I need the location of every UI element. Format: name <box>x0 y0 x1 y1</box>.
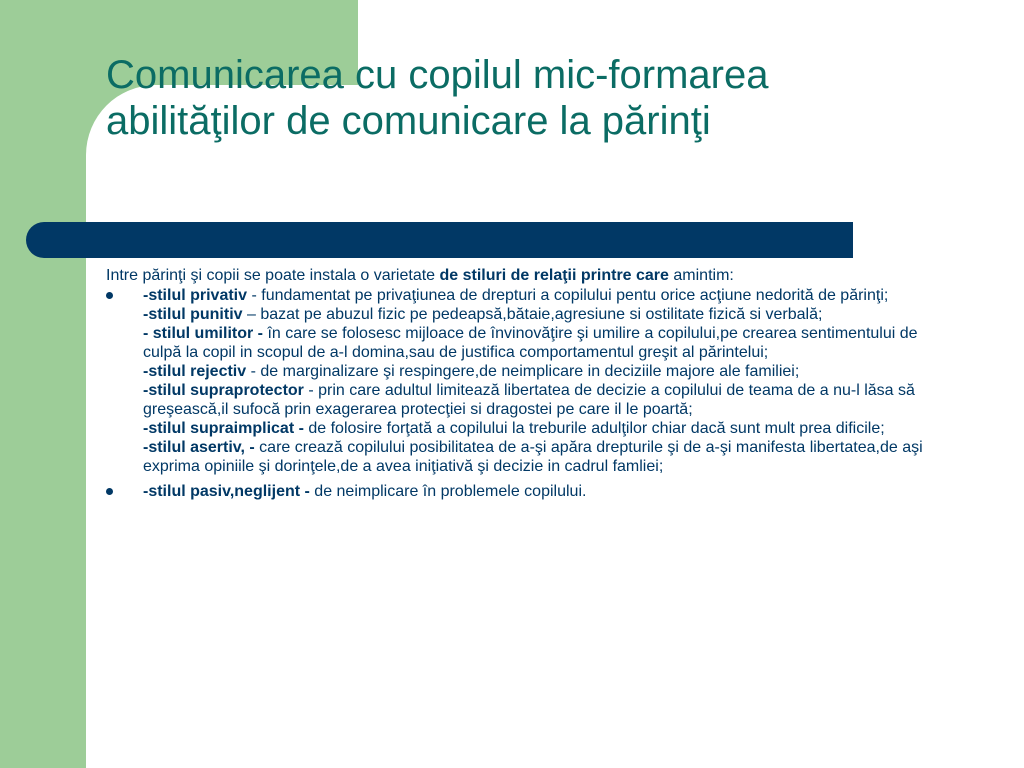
intro-suffix: amintim: <box>668 267 734 284</box>
left-green-bar <box>0 0 86 768</box>
style-term: -stilul asertiv, - <box>143 439 255 456</box>
bullet-item-pasiv <box>106 482 946 501</box>
slide-body <box>106 266 946 507</box>
style-description: – bazat pe abuzul fizic pe pedeapsă,bătaie,agresiune si ostilitate fizică si verbală; <box>242 306 823 323</box>
style-umilitor <box>143 324 946 362</box>
intro-paragraph <box>106 266 946 285</box>
style-punitiv <box>143 305 946 324</box>
style-description: - de marginalizare şi respingere,de neimplicare in deciziile majore ale familiei; <box>246 363 800 380</box>
style-description: - prin care adultul limitează libertatea de decizie a copilului de teama de a nu-l lăsa să greşească,il sufocă prin exagerarea protecţiei si dragostei pe care il le poartă; <box>143 382 915 418</box>
bullet-item-styles <box>106 286 946 476</box>
slide-title <box>106 52 986 144</box>
style-description: de folosire forţată a copilului la treburile adulţilor chiar dacă sunt mult prea dificile; <box>303 420 885 437</box>
style-description: - fundamentat pe privaţiunea de drepturi a copilului pentu orice acţiune nedorită de părinţi; <box>247 287 889 304</box>
style-term: - stilul umilitor - <box>143 325 263 342</box>
bullet-dot-icon <box>106 292 113 299</box>
style-asertiv <box>143 438 946 476</box>
style-term: -stilul supraimplicat - <box>143 420 304 437</box>
style-pasiv <box>143 482 946 501</box>
style-description: în care se folosesc mijloace de învinovăţire şi umilire a copilului,pe crearea sentimentului de culpă la copil in scopul de a-l domina,sau de justifica comportamentul greşit al părintelui; <box>143 325 918 361</box>
style-term: -stilul pasiv,neglijent - <box>143 483 310 500</box>
style-term: -stilul rejectiv <box>143 363 247 380</box>
intro-bold: de stiluri de relaţii printre care <box>439 267 669 284</box>
style-privativ <box>143 286 946 305</box>
style-description: de neimplicare în problemele copilului. <box>309 483 587 500</box>
style-term: -stilul punitiv <box>143 306 243 323</box>
style-term: -stilul supraprotector <box>143 382 304 399</box>
style-rejectiv <box>143 362 946 381</box>
style-description: care crează copilului posibilitatea de a-şi apăra drepturile şi de a-şi manifesta libertatea,de aşi exprima opiniile şi dorinţele,de a avea iniţiativă şi decizie in cadrul famliei; <box>143 439 923 475</box>
navy-divider-band <box>26 222 853 258</box>
bullet-dot-icon <box>106 488 113 495</box>
title-line-2: abilităţilor de comunicare la părinţi <box>106 99 711 143</box>
style-supraimplicat <box>143 419 946 438</box>
bullet-list <box>106 286 946 501</box>
title-line-1: Comunicarea cu copilul mic-formarea <box>106 53 769 97</box>
intro-prefix: Intre părinţi şi copii se poate instala o varietate <box>106 267 440 284</box>
style-term: -stilul privativ <box>143 287 248 304</box>
style-supraprotector <box>143 381 946 419</box>
